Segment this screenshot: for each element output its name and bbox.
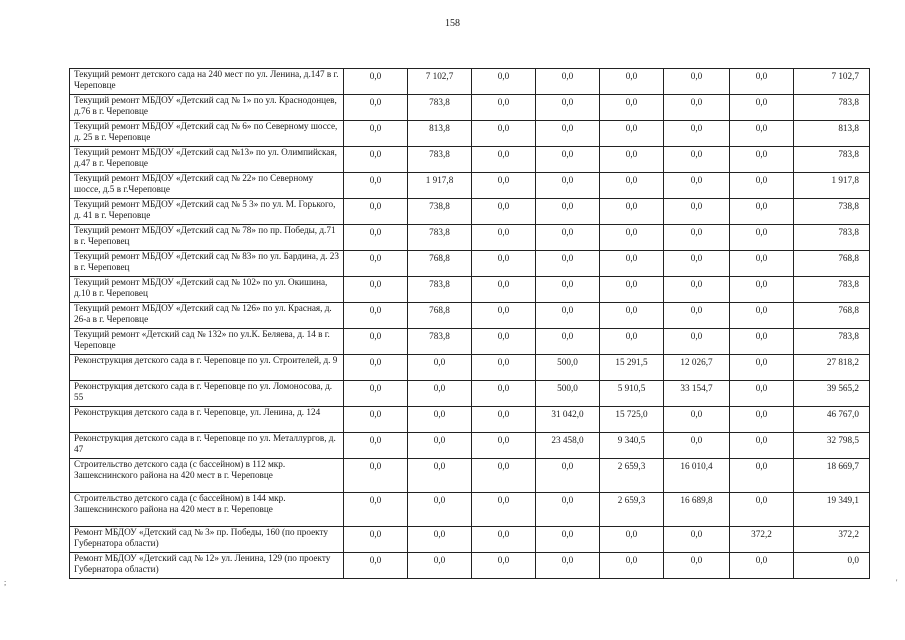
row-value: 0,0 xyxy=(344,407,408,433)
row-value: 0,0 xyxy=(344,147,408,173)
table-row xyxy=(70,69,870,95)
row-value: 15 291,5 xyxy=(600,355,664,381)
row-description: Текущий ремонт МБДОУ «Детский сад № 5 3» по ул. М. Горького, д. 41 в г. Череповце xyxy=(70,199,344,225)
row-value: 372,2 xyxy=(730,527,794,553)
row-value: 0,0 xyxy=(344,381,408,407)
row-value: 0,0 xyxy=(408,527,472,553)
row-value: 0,0 xyxy=(600,173,664,199)
row-value: 0,0 xyxy=(472,407,536,433)
row-value: 12 026,7 xyxy=(664,355,730,381)
row-value: 0,0 xyxy=(536,173,600,199)
row-value: 0,0 xyxy=(730,381,794,407)
row-value: 0,0 xyxy=(730,251,794,277)
table-row xyxy=(70,277,870,303)
row-description: Строительство детского сада (с бассейном) в 112 мкр. Зашекснинского района на 420 мест в г. Череповце xyxy=(70,459,344,493)
row-value: 16 689,8 xyxy=(664,493,730,527)
left-edge-mark: ; xyxy=(4,578,7,587)
row-value: 783,8 xyxy=(408,225,472,251)
row-value: 783,8 xyxy=(408,329,472,355)
row-value: 0,0 xyxy=(600,527,664,553)
row-value: 783,8 xyxy=(408,95,472,121)
row-value: 0,0 xyxy=(730,173,794,199)
row-value: 0,0 xyxy=(664,277,730,303)
row-value: 738,8 xyxy=(408,199,472,225)
row-value: 2 659,3 xyxy=(600,493,664,527)
row-total-value: 39 565,2 xyxy=(794,381,870,407)
table-row xyxy=(70,433,870,459)
table-row xyxy=(70,459,870,493)
row-value: 15 725,0 xyxy=(600,407,664,433)
row-total-value: 372,2 xyxy=(794,527,870,553)
row-value: 0,0 xyxy=(344,329,408,355)
row-value: 768,8 xyxy=(408,251,472,277)
row-value: 0,0 xyxy=(408,493,472,527)
row-value: 500,0 xyxy=(536,355,600,381)
row-total-value: 18 669,7 xyxy=(794,459,870,493)
row-value: 0,0 xyxy=(664,329,730,355)
row-value: 0,0 xyxy=(730,459,794,493)
row-description: Текущий ремонт МБДОУ «Детский сад №13» по ул. Олимпийская, д.47 в г. Череповце xyxy=(70,147,344,173)
row-total-value: 32 798,5 xyxy=(794,433,870,459)
row-value: 0,0 xyxy=(536,459,600,493)
row-value: 0,0 xyxy=(472,277,536,303)
row-value: 0,0 xyxy=(600,199,664,225)
table-row xyxy=(70,173,870,199)
row-value: 0,0 xyxy=(600,277,664,303)
row-value: 31 042,0 xyxy=(536,407,600,433)
row-value: 0,0 xyxy=(472,381,536,407)
row-value: 0,0 xyxy=(344,527,408,553)
row-value: 0,0 xyxy=(408,553,472,579)
row-value: 0,0 xyxy=(472,527,536,553)
row-value: 0,0 xyxy=(472,121,536,147)
row-value: 0,0 xyxy=(730,553,794,579)
row-value: 0,0 xyxy=(472,493,536,527)
row-value: 0,0 xyxy=(730,493,794,527)
row-total-value: 738,8 xyxy=(794,199,870,225)
row-description: Текущий ремонт детского сада на 240 мест по ул. Ленина, д.147 в г. Череповце xyxy=(70,69,344,95)
row-value: 0,0 xyxy=(472,251,536,277)
row-total-value: 27 818,2 xyxy=(794,355,870,381)
row-value: 0,0 xyxy=(664,407,730,433)
row-value: 0,0 xyxy=(472,355,536,381)
row-value: 0,0 xyxy=(344,225,408,251)
table-row xyxy=(70,199,870,225)
table-row xyxy=(70,147,870,173)
row-value: 0,0 xyxy=(344,553,408,579)
row-value: 0,0 xyxy=(600,95,664,121)
row-total-value: 783,8 xyxy=(794,329,870,355)
row-value: 0,0 xyxy=(664,553,730,579)
row-value: 0,0 xyxy=(536,225,600,251)
table-row xyxy=(70,303,870,329)
row-description: Реконструкция детского сада в г. Череповце по ул. Металлургов, д. 47 xyxy=(70,433,344,459)
table-row xyxy=(70,407,870,433)
row-value: 0,0 xyxy=(344,433,408,459)
row-value: 0,0 xyxy=(344,69,408,95)
row-value: 5 910,5 xyxy=(600,381,664,407)
table-row xyxy=(70,329,870,355)
row-value: 0,0 xyxy=(664,251,730,277)
table-row xyxy=(70,355,870,381)
row-total-value: 783,8 xyxy=(794,147,870,173)
row-total-value: 783,8 xyxy=(794,277,870,303)
row-value: 0,0 xyxy=(600,69,664,95)
row-value: 0,0 xyxy=(344,303,408,329)
row-value: 0,0 xyxy=(600,225,664,251)
row-value: 0,0 xyxy=(600,553,664,579)
row-value: 0,0 xyxy=(536,329,600,355)
row-total-value: 0,0 xyxy=(794,553,870,579)
row-value: 23 458,0 xyxy=(536,433,600,459)
row-value: 0,0 xyxy=(664,95,730,121)
row-value: 0,0 xyxy=(664,147,730,173)
row-value: 0,0 xyxy=(536,553,600,579)
row-description: Текущий ремонт МБДОУ «Детский сад № 102» по ул. Окишина, д.10 в г. Череповец xyxy=(70,277,344,303)
row-value: 0,0 xyxy=(664,69,730,95)
row-total-value: 768,8 xyxy=(794,251,870,277)
row-description: Реконструкция детского сада в г. Череповце по ул. Строителей, д. 9 xyxy=(70,355,344,381)
row-value: 0,0 xyxy=(408,355,472,381)
row-value: 0,0 xyxy=(536,69,600,95)
row-value: 0,0 xyxy=(730,407,794,433)
row-description: Текущий ремонт МБДОУ «Детский сад № 126» по ул. Красная, д. 26-а в г. Череповце xyxy=(70,303,344,329)
row-value: 0,0 xyxy=(344,355,408,381)
row-value: 0,0 xyxy=(730,199,794,225)
row-value: 0,0 xyxy=(600,251,664,277)
row-description: Текущий ремонт МБДОУ «Детский сад № 6» по Северному шоссе, д. 25 в г. Череповце xyxy=(70,121,344,147)
table-row xyxy=(70,493,870,527)
row-value: 0,0 xyxy=(730,225,794,251)
row-value: 0,0 xyxy=(472,329,536,355)
row-value: 0,0 xyxy=(344,459,408,493)
row-total-value: 46 767,0 xyxy=(794,407,870,433)
row-value: 16 010,4 xyxy=(664,459,730,493)
row-description: Реконструкция детского сада в г. Череповце, ул. Ленина, д. 124 xyxy=(70,407,344,433)
row-value: 0,0 xyxy=(408,459,472,493)
row-value: 0,0 xyxy=(344,121,408,147)
row-value: 2 659,3 xyxy=(600,459,664,493)
row-value: 1 917,8 xyxy=(408,173,472,199)
row-value: 0,0 xyxy=(472,199,536,225)
table-row xyxy=(70,95,870,121)
row-value: 0,0 xyxy=(730,329,794,355)
row-value: 0,0 xyxy=(344,251,408,277)
row-total-value: 7 102,7 xyxy=(794,69,870,95)
row-description: Реконструкция детского сада в г. Череповце по ул. Ломоносова, д. 55 xyxy=(70,381,344,407)
row-value: 0,0 xyxy=(730,147,794,173)
row-value: 783,8 xyxy=(408,147,472,173)
row-total-value: 783,8 xyxy=(794,95,870,121)
row-total-value: 19 349,1 xyxy=(794,493,870,527)
page-number: 158 xyxy=(445,18,460,29)
row-value: 0,0 xyxy=(600,147,664,173)
row-value: 0,0 xyxy=(536,95,600,121)
row-description: Текущий ремонт МБДОУ «Детский сад № 22» по Северному шоссе, д.5 в г.Череповце xyxy=(70,173,344,199)
table-row xyxy=(70,225,870,251)
right-edge-mark: ' xyxy=(896,578,898,587)
row-value: 0,0 xyxy=(730,355,794,381)
row-value: 0,0 xyxy=(664,173,730,199)
table-row xyxy=(70,251,870,277)
row-value: 0,0 xyxy=(600,303,664,329)
row-total-value: 813,8 xyxy=(794,121,870,147)
row-value: 0,0 xyxy=(472,433,536,459)
row-total-value: 768,8 xyxy=(794,303,870,329)
row-value: 7 102,7 xyxy=(408,69,472,95)
row-value: 0,0 xyxy=(472,553,536,579)
row-value: 0,0 xyxy=(344,95,408,121)
row-value: 0,0 xyxy=(730,69,794,95)
row-value: 0,0 xyxy=(664,121,730,147)
row-value: 0,0 xyxy=(664,303,730,329)
row-value: 0,0 xyxy=(408,381,472,407)
row-value: 0,0 xyxy=(472,95,536,121)
row-value: 0,0 xyxy=(730,433,794,459)
row-value: 0,0 xyxy=(408,433,472,459)
row-value: 0,0 xyxy=(344,493,408,527)
row-value: 500,0 xyxy=(536,381,600,407)
row-value: 0,0 xyxy=(664,199,730,225)
row-value: 0,0 xyxy=(472,459,536,493)
row-value: 0,0 xyxy=(730,303,794,329)
row-value: 0,0 xyxy=(730,121,794,147)
row-value: 0,0 xyxy=(600,121,664,147)
row-value: 0,0 xyxy=(536,121,600,147)
row-value: 33 154,7 xyxy=(664,381,730,407)
row-description: Строительство детского сада (с бассейном) в 144 мкр. Зашекснинского района на 420 мест в г. Череповце xyxy=(70,493,344,527)
row-value: 0,0 xyxy=(536,493,600,527)
row-value: 0,0 xyxy=(664,433,730,459)
row-value: 0,0 xyxy=(344,173,408,199)
row-description: Ремонт МБДОУ «Детский сад № 12» ул. Ленина, 129 (по проекту Губернатора области) xyxy=(70,553,344,579)
row-total-value: 1 917,8 xyxy=(794,173,870,199)
table-row xyxy=(70,553,870,579)
row-value: 0,0 xyxy=(408,407,472,433)
table-row xyxy=(70,121,870,147)
row-total-value: 783,8 xyxy=(794,225,870,251)
row-value: 0,0 xyxy=(472,69,536,95)
row-value: 0,0 xyxy=(664,527,730,553)
row-value: 813,8 xyxy=(408,121,472,147)
row-value: 0,0 xyxy=(344,199,408,225)
row-value: 0,0 xyxy=(536,147,600,173)
row-description: Текущий ремонт МБДОУ «Детский сад № 83» по ул. Бардина, д. 23 в г. Череповец xyxy=(70,251,344,277)
row-value: 0,0 xyxy=(536,199,600,225)
row-value: 9 340,5 xyxy=(600,433,664,459)
row-value: 0,0 xyxy=(600,329,664,355)
row-description: Текущий ремонт «Детский сад № 132» по ул.К. Беляева, д. 14 в г. Череповце xyxy=(70,329,344,355)
row-value: 0,0 xyxy=(472,147,536,173)
table-row xyxy=(70,381,870,407)
table-row xyxy=(70,527,870,553)
row-value: 0,0 xyxy=(344,277,408,303)
row-value: 0,0 xyxy=(536,527,600,553)
row-value: 0,0 xyxy=(536,303,600,329)
row-value: 0,0 xyxy=(730,95,794,121)
table-body xyxy=(70,69,870,579)
row-value: 783,8 xyxy=(408,277,472,303)
row-description: Ремонт МБДОУ «Детский сад № 3» пр. Победы, 160 (по проекту Губернатора области) xyxy=(70,527,344,553)
row-value: 0,0 xyxy=(472,225,536,251)
budget-table xyxy=(69,68,870,579)
row-value: 768,8 xyxy=(408,303,472,329)
row-value: 0,0 xyxy=(664,225,730,251)
row-value: 0,0 xyxy=(472,173,536,199)
row-description: Текущий ремонт МБДОУ «Детский сад № 78» по пр. Победы, д.71 в г. Череповец xyxy=(70,225,344,251)
row-value: 0,0 xyxy=(472,303,536,329)
row-description: Текущий ремонт МБДОУ «Детский сад № 1» по ул. Краснодонцев, д.76 в г. Череповце xyxy=(70,95,344,121)
row-value: 0,0 xyxy=(730,277,794,303)
row-value: 0,0 xyxy=(536,251,600,277)
row-value: 0,0 xyxy=(536,277,600,303)
